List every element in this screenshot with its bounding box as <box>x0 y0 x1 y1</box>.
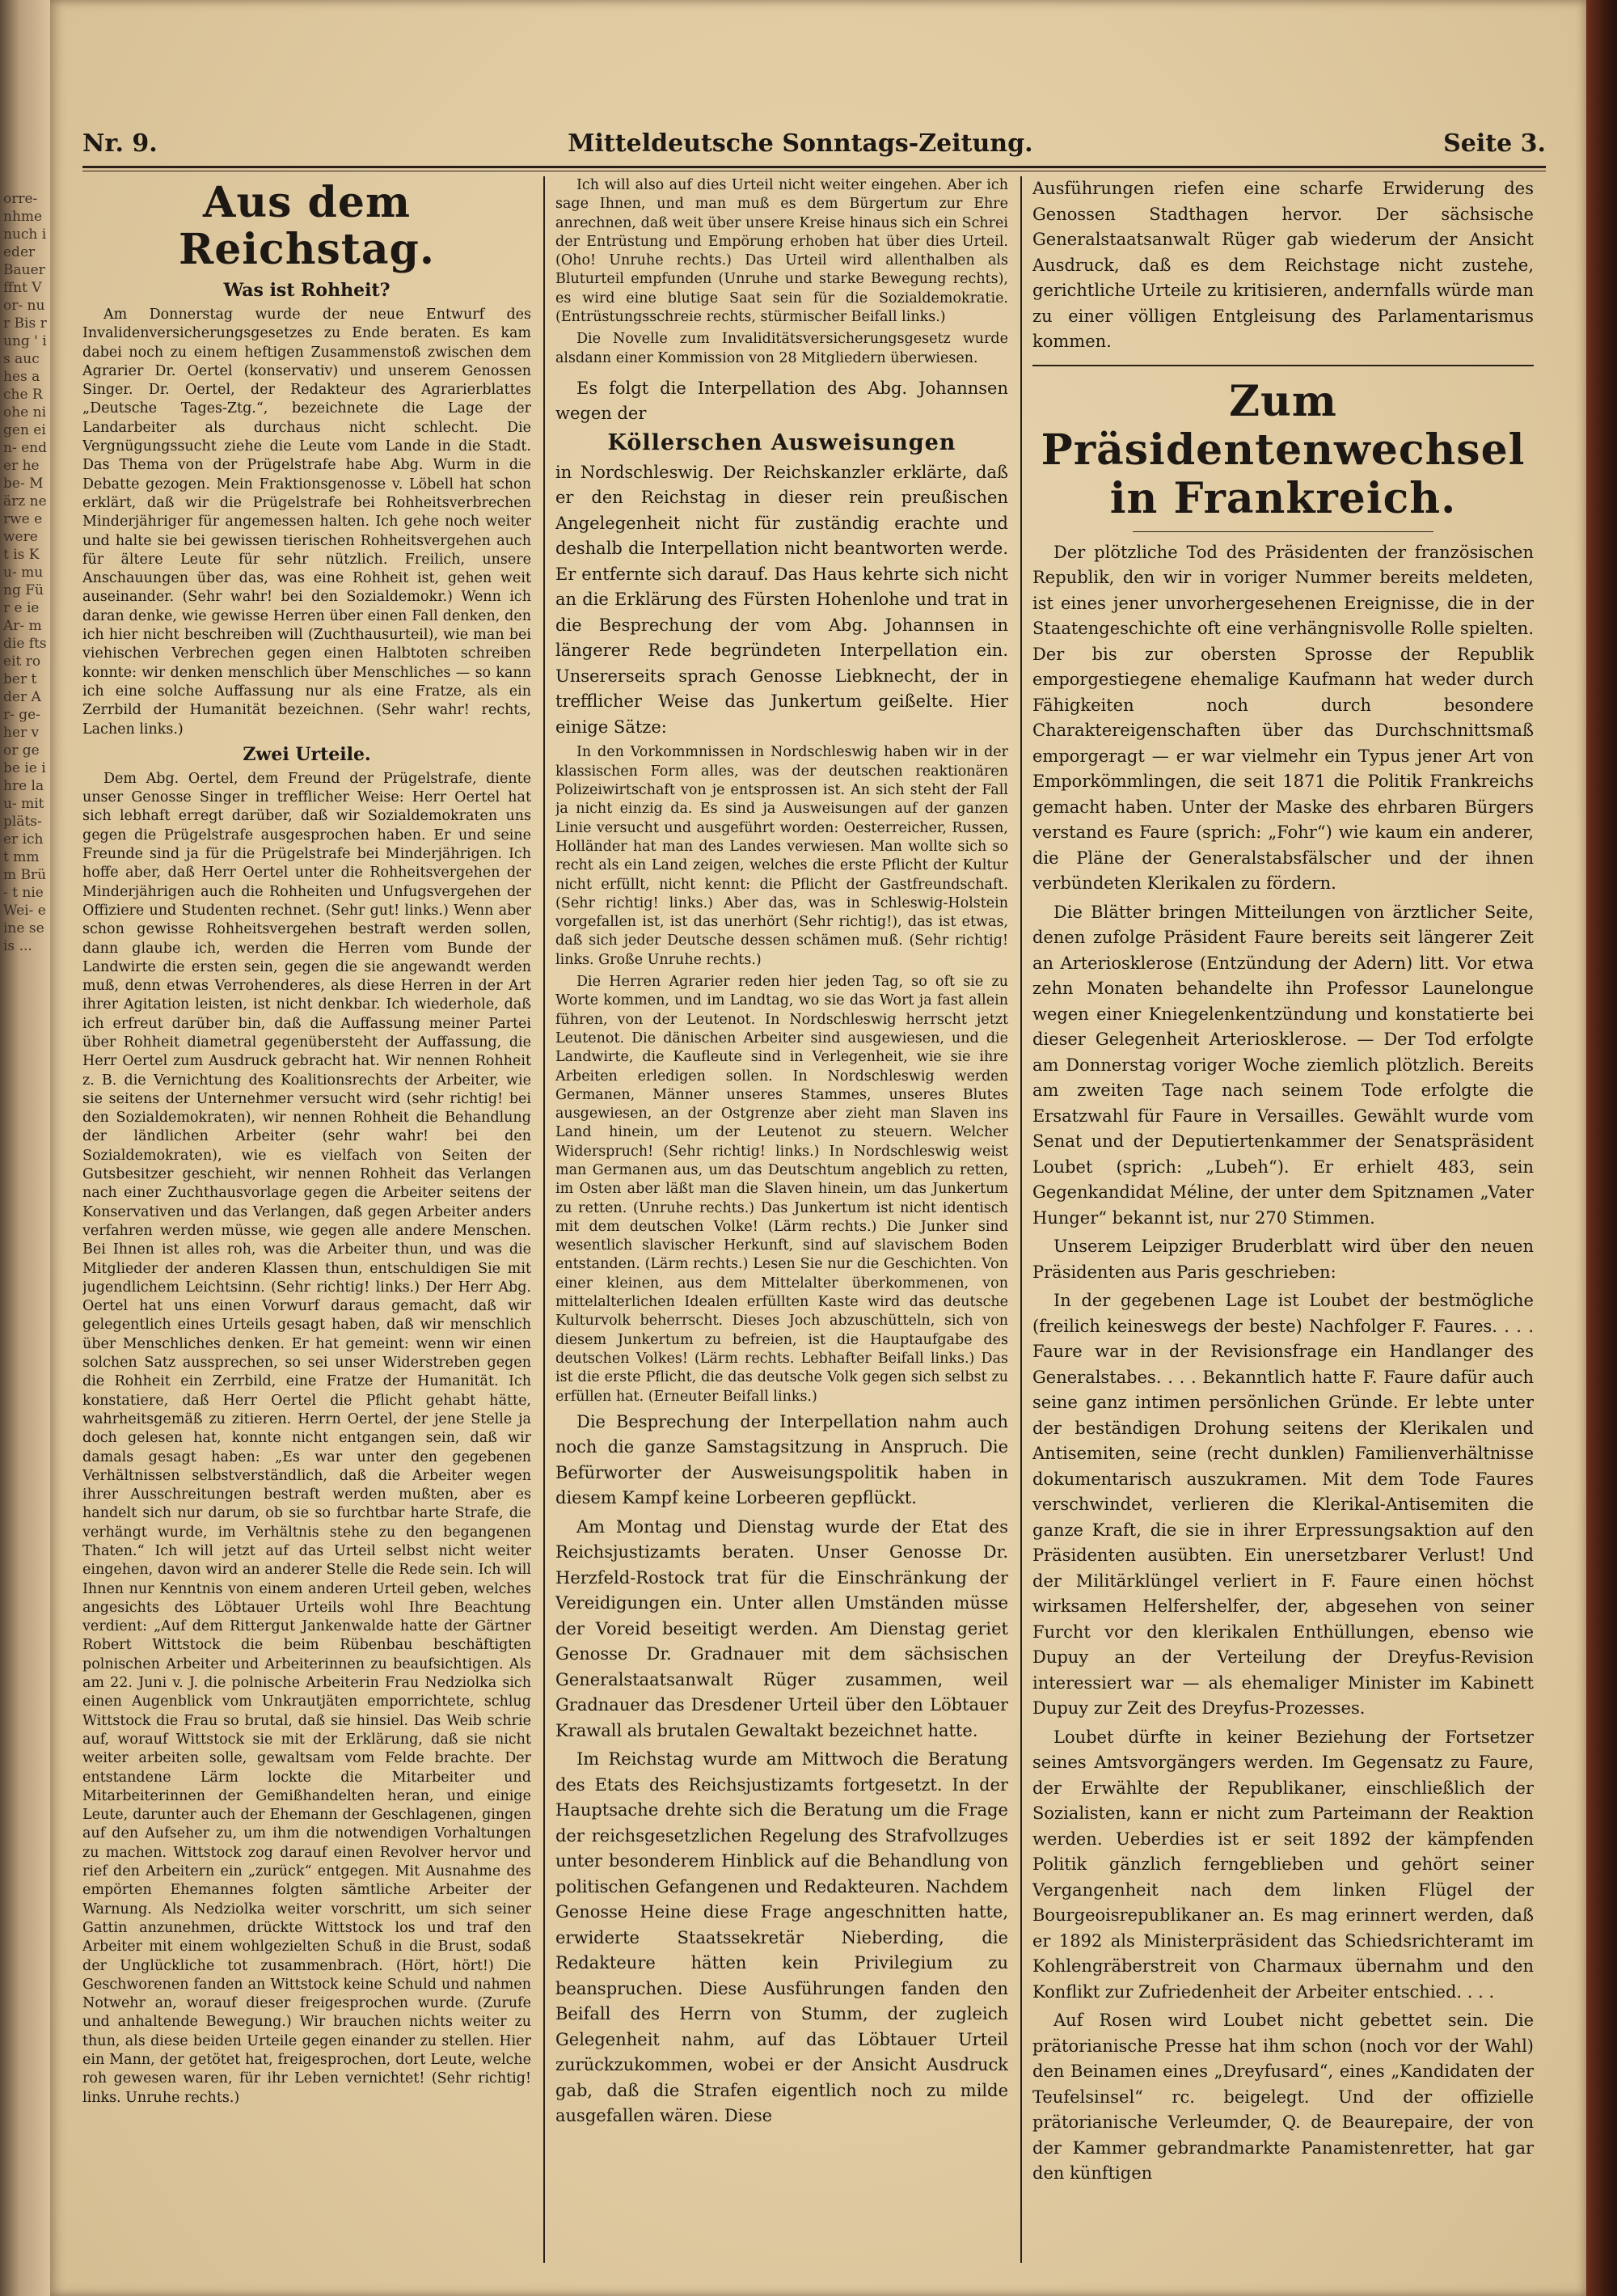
column-1 <box>82 176 531 2263</box>
article-divider <box>1032 365 1534 366</box>
subheading-zwei-urteile: Zwei Urteile. <box>243 743 371 765</box>
title-underline <box>1133 531 1433 532</box>
column-3 <box>1032 176 1534 2263</box>
paragraph: Die Herren Agrarier reden hier jeden Tag, so oft sie zu Worte kommen, und im Landtag, wo sie das Wort ja fast allein führen, von der Leutenot. In Nordschleswig herrscht jetzt Leutenot. Die dänischen Arbeiter sind ausgewiesen, und die Landwirte, die Kaufleute sind in Verlegenheit, wie sie ihre Arbeiten erledigen sollen. In Nordschleswig werden Germanen, Männer unseres Stammes, unseres Blutes ausgewiesen, an der Ostgrenze aber zieht man Slaven ins Land hinein, um der Leutenot zu steuern. Welcher Widerspruch! (Sehr richtig! links.) In Nordschleswig weist man Germanen aus, um das Deutschtum angeblich zu retten, im Osten aber läßt man die Slaven hinein, um das Junkertum zu retten. (Unruhe rechts.) Das Junkertum ist nicht identisch mit dem deutschen Volke! (Lärm rechts.) Die Junker sind wesentlich slavischer Herkunft, sind auf slavischem Boden entstanden. (Lärm rechts.) Lesen Sie nur die Geschichten. Von einer kleinen, aus dem Mittelalter überkommenen, von mittelalterlichen Idealen erfüllten Kaste wird das deutsche Kulturvolk beherrscht. Dieses Joch abzuschütteln, sich von diesem Junkertum zu befreien, ist die Hauptaufgabe des deutschen Volkes! (Lärm rechts. Lebhafter Beifall links.) Das ist die erste Pflicht, die das deutsche Volk gegen sich selbst zu erfüllen hat. (Erneuter Beifall links.) <box>555 974 1008 1405</box>
article-title-reichstag: Aus dem Reichstag. <box>179 178 435 274</box>
book-cover-edge <box>1586 0 1617 2296</box>
paragraph: Es folgt die Interpellation des Abg. Johannsen wegen der <box>555 378 1008 424</box>
subheading-koellersche-ausweisungen: Köllerschen Ausweisungen <box>607 429 956 455</box>
paragraph: Die Blätter bringen Mitteilungen von ärztlicher Seite, denen zufolge Präsident Faure bereits seit längerer Zeit an Arteriosklerose (Entzündung der Adern) litt. Vor etwa zehn Monaten behandelte ihn Professor Launelongue wegen einer Kniegelenkentzündung und konstatierte bei dieser Gelegenheit Arteriosklerose. — Der Tod erfolgte am Donnerstag voriger Woche ziemlich plötzlich. Bereits am zweiten Tage nach seinem Tode erfolgte die Ersatzwahl für Faure in Versailles. Gewählt wurde vom Senat und der Deputiertenkammer der Senatspräsident Loubet (sprich: „Lubeh“). Er erhielt 483, sein Gegenkandidat Méline, der unter dem Spitznamen „Vater Hunger“ bekannt ist, nur 270 Stimmen. <box>1032 902 1534 1228</box>
paragraph: Auf Rosen wird Loubet nicht gebettet sein. Die prätorianische Presse hat ihm schon (noch vor der Wahl) den Beinamen eines „Dreyfusard“, eines „Kandidaten der Teufelsinsel“ rc. beigelegt. Und der offizielle prätorianische Verleumder, Q. de Beaurepaire, der von der Kammer gebrandmarkte Panamistenretter, hat gar den künftigen <box>1032 2011 1534 2183</box>
paragraph: Dem Abg. Oertel, dem Freund der Prügelstrafe, diente unser Genosse Singer in trefflicher Weise: Herr Oertel hat sich lebhaft erregt darüber, daß wir Sozialdemokraten uns gegen die Prügelstrafe ausgesprochen haben. Er und seine Freunde sind ja für die Prügelstrafe bei Minderjährigen. Ich hoffe aber, daß Herr Oertel unter die Rohheitsvergehen der Minderjährigen auch die Rohheiten und Unfugsvergehen der Offiziere und Studenten rechnet. (Sehr gut! links.) Wenn aber schon gewisse Rohheitsvergehen bestraft werden sollen, dann glaube ich, werden die Herren vom Bunde der Landwirte die ersten sein, gegen die sie angewandt werden muß, denn etwas Verrohenderes, als diese Herren in der Art ihrer Agitation leisten, ist nicht denkbar. Ich wiederhole, daß ich erfreut darüber bin, daß die Auffassung meiner Partei über Rohheit diametral gegenübersteht der Auffassung, die Herr Oertel zum Ausdruck gebracht hat. Wir nennen Rohheit z. B. die Vernichtung des Koalitionsrechts der Arbeiter, wie sie seitens der Unternehmer versucht wird (sehr richtig! bei den Sozialdemokraten), wir nennen Rohheit die Behandlung der ländlichen Arbeiter (sehr wahr! bei den Sozialdemokraten), wie es vielfach von Seiten der Gutsbesitzer geschieht, wir nennen Rohheit das Verlangen nach einer Zuchthausvorlage gegen die Arbeiter seitens der Konservativen und das Verlangen, daß gegen Arbeiter anders verfahren werden müsse, wie gegen alle andere Menschen. Bei Ihnen ist alles roh, was die Arbeiter thun, und was die Mitglieder der anderen Klassen thun, entschuldigen Sie mit jugendlichem Leichtsinn. (Sehr richtig! links.) Der Herr Abg. Oertel hat uns einen Vorwurf daraus gemacht, daß wir gelegentlich eines Urteils gesagt haben, daß wir menschlich über Menschliches denken. Er hat gemeint: wenn wir einen solchen Satz aussprechen, so sei unser Widerstreben gegen die Rohheit ein Zerrbild, eine Fratze der Humanität. Ich konstatiere, daß Herr Oertel die Pflicht gehabt hätte, wahrheitsgemäß zu zitieren. Herrn Oertel, der jene Stelle ja doch gelesen hat, konnte nicht entgangen sein, daß wir damals gesagt haben: „Es war unter den gegebenen Verhältnissen selbstverständlich, daß die Arbeiter wegen ihrer Ausschreitungen bestraft werden mußten, aber es handelt sich nur darum, ob sie so furchtbar harte Strafe, die verhängt wurde, im Verhältnis stehe zu den begangenen Thaten.“ Ich will jetzt auf das Urteil selbst nicht weiter eingehen, davon wird an anderer Stelle die Rede sein. Ich will Ihnen nur Kenntnis von einem anderen Urteil geben, welches angesichts des Löbtauer Urteils wohl Ihre Beachtung verdient: „Auf dem Rittergut Jankenwalde hatte der Gärtner Robert Wittstock die beim Rübenbau beschäftigten polnischen Arbeiter und Arbeiterinnen zu beaufsichtigen. Als am 22. Juni v. J. die polnische Arbeiterin Frau Nedziolka sich einen Augenblick vom Unkrautjäten emporrichtete, schlug Wittstock die Frau so brutal, daß sie hinsiel. Das Weib schrie auf, worauf Wittstock sie mit der Erklärung, daß sie nicht weiter arbeiten solle, gewaltsam vom Felde brachte. Der entstandene Lärm lockte die Mitarbeiter und Mitarbeiterinnen der Gemißhandelten heran, und einige Leute, darunter auch der Ehemann der Geschlagenen, gingen auf den Aufseher zu, um ihm die notwendigen Vorhaltungen zu machen. Wittstock zog darauf einen Revolver hervor und rief den Arbeitern ein „zurück“ entgegen. Mit Ausnahme des empörten Ehemannes folgten sämtliche Arbeiter der Warnung. Als Nedziolka weiter vorschritt, um sich seiner Gattin anzunehmen, drückte Wittstock los und traf den Arbeiter mit einem wohlgezielten Schuß in die Brust, sodaß der Unglückliche tot zusammenbrach. (Hört, hört!) Die Geschworenen fanden an Wittstock keine Schuld und nahmen Notwehr an, worauf dieser freigesprochen wurde. (Zurufe und anhaltende Bewegung.) Wir brauchen nichts weiter zu thun, als diese beiden Urteile gegen einander zu stellen. Hier ein Mann, der getötet hat, freigesprochen, dort Leute, welche roh gewesen waren, für ihr Leben vernichtet! (Sehr richtig! links. Unruhe rechts.) <box>82 770 531 2106</box>
newspaper-page <box>50 0 1586 2296</box>
page-header <box>82 123 1546 163</box>
paragraph: Ich will also auf dies Urteil nicht weiter eingehen. Aber ich sage Ihnen, und man muß es dem Bürgertum zur Ehre anrechnen, daß weit über unsere Kreise hinaus sich ein Schrei der Entrüstung und Empörung erhoben hat über dies Urteil. (Oho! Unruhe rechts.) Das Urteil wird allenthalben als Bluturteil empfunden (Unruhe und starke Bewegung rechts), es wird eine blutige Saat sein für die Sozialdemokratie. (Entrüstungsschreie rechts, stürmischer Beifall links.) <box>555 177 1008 326</box>
page-number: Seite 3. <box>1443 129 1546 158</box>
paragraph: Ausführungen riefen eine scharfe Erwiderung des Genossen Stadthagen hervor. Der sächsische Generalstaatsanwalt Rüger gab wiederum der Ansicht Ausdruck, daß es dem Reichstage nicht zustehe, gerichtliche Urteile zu kritisieren, andernfalls würde man zu einer völligen Entgleisung des Parlamentarismus kommen. <box>1032 179 1534 351</box>
paragraph: Im Reichstag wurde am Mittwoch die Beratung des Etats des Reichsjustizamts fortgesetzt. In der Hauptsache drehte sich die Beratung um die Frage der reichsgesetzlichen Regelung des Strafvollzuges unter besonderem Hinblick auf die Behandlung von politischen Gefangenen und Redakteuren. Nachdem Genosse Heine diese Frage angeschnitten hatte, erwiderte Staatssekretär Nieberding, die Redakteure hätten kein Privilegium zu beanspruchen. Diese Ausführungen fanden den Beifall des Herrn von Stumm, der zugleich Gelegenheit nahm, auf das Löbtauer Urteil zurückzukommen, wobei er der Ansicht Ausdruck gab, daß die Strafen eigentlich noch zu milde ausgefallen wären. Diese <box>555 1749 1008 2126</box>
paragraph: Am Montag und Dienstag wurde der Etat des Reichsjustizamts beraten. Unser Genosse Dr. Herzfeld-Rostock trat für die Einschränkung der Vereidigungen ein. Unter allen Umständen müsse der Voreid beseitigt werden. Am Dienstag geriet Genosse Dr. Gradnauer mit dem sächsischen Generalstaatsanwalt Rüger zusammen, weil Gradnauer das Dresdener Urteil über den Löbtauer Krawall als brutalen Gewaltakt bezeichnet hatte. <box>555 1516 1008 1740</box>
paragraph: Der plötzliche Tod des Präsidenten der französischen Republik, den wir in voriger Nummer bereits meldeten, ist eines jener unvorhergesehenen Ereignisse, die in der Staatengeschichte oft eine verhängnisvolle Rolle spielten. Der bis zur obersten Sprosse der Republik emporgestiegene ehemalige Kaufmann hat weder durch Fähigkeiten noch durch besondere Charaktereigenschaften über das Durchschnittsmaß emporgeragt — er war vielmehr ein Typus jener Art von Emporkömmlingen, die seit 1871 die Politik Frankreichs gemacht haben. Unter der Maske des ehrbaren Bürgers verstand es Faure (sprich: „Fohr“) wie kaum ein anderer, die Pläne der Generalstabsfälscher und der ihnen verbündeten Klerikalen zu fördern. <box>1032 542 1534 893</box>
column-divider-1 <box>543 176 545 2263</box>
column-divider-2 <box>1020 176 1022 2263</box>
paragraph: Am Donnerstag wurde der neue Entwurf des Invalidenversicherungsgesetzes zu Ende beraten. Es kam dabei noch zu einem heftigen Zusammenstoß zwischen dem Agrarier Dr. Oertel (konservativ) und unserem Genossen Singer. Dr. Oertel, der Redakteur des Agrarierblattes „Deutsche Tages-Ztg.“, bezeichnete die Lage der Landarbeiter als durchaus nicht schlecht. Die Vergnügungssucht ziehe die Leute vom Lande in die Stadt. Das Thema von der Prügelstrafe habe Abg. Wurm in die Debatte gezogen. Mein Fraktionsgenosse v. Löbell hat schon erklärt, daß wir die Prügelstrafe bei Rohheitsverbrechen Minderjähriger für angemessen halten. Ich gehe noch weiter und halte sie bei gewissen tierischen Rohheitsvergehen auch für ältere Leute für sehr nützlich. Freilich, unsere Anschauungen über das, was eine Rohheit ist, gehen weit auseinander. (Sehr wahr! bei den Sozialdemokr.) Wenn ich daran denke, wie gewisse Herren über einen Fall denken, den ich hier nicht beschreiben will (Zuchthausurteil), wie man bei viehischen Verbrechen gegen einen Halbtoten schreiben konnte: wir denken menschlich über Menschliches — so kann ich eine solche Auffassung nur als eine Fratze, als ein Zerrbild der Humanität bezeichnen. (Sehr wahr! rechts, Lachen links.) <box>82 307 531 738</box>
article-title-praesidentenwechsel: Zum Präsidentenwechsel in Frankreich. <box>1041 376 1526 523</box>
header-rule <box>82 166 1546 168</box>
previous-page-spill-text: orre- nhme nuch ieder Bauer ffnt Vor- nur Bis rung ' is auches ache Rohe nigen ein- ender he be- März nerwe ewere t is Ku- mung Für e ie Ar- m die ftseit rober t der Ar- ge- her vor gebe ie ihre lau- mit pläts- er icht mmm Brü- t nie Wei- eine se is ... <box>3 191 47 954</box>
paragraph: In der gegebenen Lage ist Loubet der bestmögliche (freilich keineswegs der beste) Nachfolger F. Faures. . . . Faure war in der Revisionsfrage ein Handlanger des Generalstabes. . . . Bekanntlich hatte F. Faure dafür auch seine ganz intimen persönlichen Gründe. Er lebte unter der beständigen Drohung seitens der Klerikalen und Antisemiten, seine (recht dunklen) Familienverhältnisse dokumentarisch auszukramen. Mit dem Tode Faures verschwindet, verlieren die Klerikal-Antisemiten die ganze Kraft, die sie in ihrer Erpressungsaktion auf den Präsidenten ausübten. Ein unersetzbarer Verlust! Und der Militärklüngel verliert in F. Faure einen höchst wirksamen Helfershelfer, der, abgesehen von seiner Furcht vor den klerikalen Enthüllungen, ebenso wie Dupuy an der Verteilung der Dreyfus-Revision interessiert war — als ehemaliger Minister im Kabinett Dupuy zur Zeit des Dreyfus-Prozesses. <box>1032 1291 1534 1718</box>
binding-left-edge <box>0 0 50 2296</box>
paragraph: Unserem Leipziger Bruderblatt wird über den neuen Präsidenten aus Paris geschrieben: <box>1032 1237 1534 1282</box>
paragraph: In den Vorkommnissen in Nordschleswig haben wir in der klassischen Form alles, was der deutschen reaktionären Polizeiwirtschaft von je entsprossen ist. An sich steht der Fall ja nicht einzig da. Es sind ja Ausweisungen auf der ganzen Linie versucht und ausgeführt worden: Oesterreicher, Russen, Holländer hat man des Landes verwiesen. Man wollte sich so recht als ein Land zeigen, welches die erste Pflicht der Kultur nicht erfüllt, nicht kennt: die Pflicht der Gastfreundschaft. (Sehr richtig! links.) Aber das, was in Schleswig-Holstein vorgefallen ist, ist das unerhört (Sehr richtig!), das ist etwas, daß sich jeder Deutsche dessen schämen muß. (Sehr richtig! links. Große Unruhe rechts.) <box>555 744 1008 968</box>
newspaper-title: Mitteldeutsche Sonntags-Zeitung. <box>568 129 1033 158</box>
issue-number: Nr. 9. <box>82 129 158 158</box>
paragraph: in Nordschleswig. Der Reichskanzler erklärte, daß er den Reichstag in dieser rein preußischen Angelegenheit nicht für zuständig erachte und deshalb die Interpellation nicht beantworten werde. Er entfernte sich darauf. Das Haus kehrte sich nicht an die Erklärung des Fürsten Hohenlohe und trat in die Besprechung der vom Abg. Johannsen in längerer Rede begründeten Interpellation ein. Unsererseits sprach Genosse Liebknecht, der in trefflicher Weise das Junkertum geißelte. Hier einige Sätze: <box>555 462 1008 737</box>
subheading-rohheit: Was ist Rohheit? <box>223 280 391 301</box>
column-2 <box>555 176 1008 2263</box>
paragraph: Die Novelle zum Invaliditätsversicherungsgesetz wurde alsdann einer Kommission von 28 Mitgliedern überwiesen. <box>555 331 1008 366</box>
paragraph: Die Besprechung der Interpellation nahm auch noch die ganze Samstagsitzung in Anspruch. Die Befürworter der Ausweisungspolitik haben in diesem Kampf keine Lorbeeren gepflückt. <box>555 1411 1008 1508</box>
paragraph: Loubet dürfte in keiner Beziehung der Fortsetzer seines Amtsvorgängers werden. Im Gegensatz zu Faure, der Erwählte der Republikaner, einschließlich der Sozialisten, kann er nicht zum Parteimann der Reaktion werden. Ueberdies ist er seit 1892 der kämpfenden Politik gänzlich ferngeblieben und gehört seiner Vergangenheit nach dem linken Flügel der Bourgeoisrepublikaner an. Es mag erinnert werden, daß er 1892 als Ministerpräsident das Schiedsrichteramt im Kohlengräberstreit von Charmaux übernahm und den Konflikt zur Zufriedenheit der Arbeiter entschied. . . . <box>1032 1727 1534 2002</box>
